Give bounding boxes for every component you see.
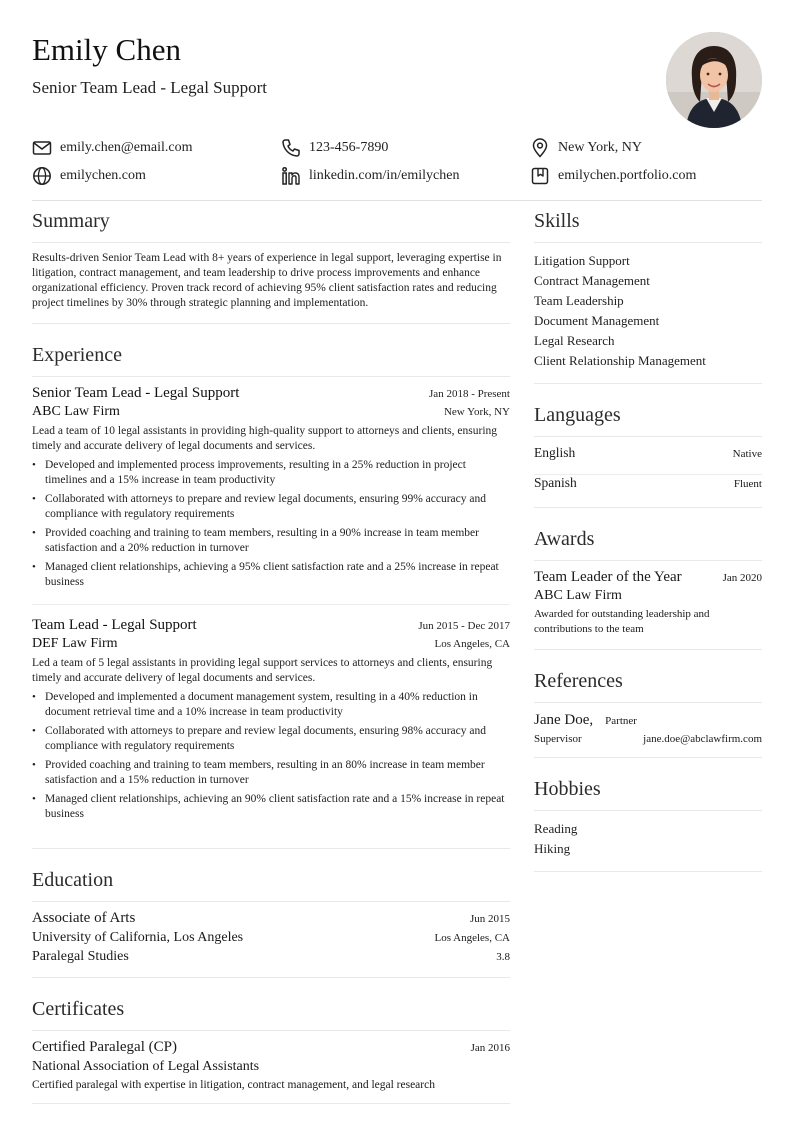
linkedin-icon xyxy=(281,166,301,186)
job-description: Lead a team of 10 legal assistants in providing high-quality support to attorneys and clients, ensuring timely and accurate delivery of legal documents and services. xyxy=(32,425,498,452)
certificate-date: Jan 2016 xyxy=(470,1042,510,1054)
linkedin-text[interactable]: linkedin.com/in/emilychen xyxy=(309,168,460,183)
job-company: ABC Law Firm xyxy=(32,404,120,419)
education-date: Jun 2015 xyxy=(469,913,510,925)
award-description: Awarded for outstanding leadership and contributions to the team xyxy=(534,608,710,635)
award-organization: ABC Law Firm xyxy=(534,588,622,603)
certificate-issuer: National Association of Legal Assistants xyxy=(32,1059,260,1074)
phone-contact[interactable] xyxy=(281,138,530,158)
certificate-description: Certified paralegal with expertise in litigation, contract management, and legal research xyxy=(32,1079,435,1091)
language-item xyxy=(534,445,762,474)
job-role: Team Lead - Legal Support xyxy=(32,617,197,633)
bullet-item: • Developed and implemented process improvements, resulting in a 25% reduction in project timelines and a 15% increase in team productivity xyxy=(32,458,510,488)
map-pin-icon xyxy=(530,138,550,158)
skill-item: Litigation Support xyxy=(534,253,630,268)
section-heading: Hobbies xyxy=(534,776,762,811)
certificates-section xyxy=(32,996,510,1104)
job-company: DEF Law Firm xyxy=(32,636,118,651)
candidate-title: Senior Team Lead - Legal Support xyxy=(32,78,268,97)
experience-section xyxy=(32,342,510,849)
bullet-item: • Managed client relationships, achieving an 90% client satisfaction rate and a 15% increase in repeat business xyxy=(32,792,510,822)
sidebar-column xyxy=(534,208,762,890)
school-name: University of California, Los Angeles xyxy=(32,930,244,945)
website-contact[interactable] xyxy=(32,166,281,186)
hobby-item: Reading xyxy=(534,821,578,836)
job-location: Los Angeles, CA xyxy=(434,638,510,650)
phone-text[interactable]: 123-456-7890 xyxy=(309,140,389,155)
candidate-name: Emily Chen xyxy=(32,32,181,67)
job-date: Jan 2018 - Present xyxy=(429,388,510,400)
award-name: Team Leader of the Year xyxy=(534,569,682,585)
section-heading: Languages xyxy=(534,402,762,437)
gpa: 3.8 xyxy=(496,951,510,963)
degree-name: Associate of Arts xyxy=(32,910,136,926)
section-heading: Experience xyxy=(32,342,510,377)
bullet-item: • Provided coaching and training to team members, resulting in a 90% increase in team member satisfaction and a 20% reduction in turnover xyxy=(32,526,510,556)
section-heading: References xyxy=(534,668,762,703)
section-heading: Summary xyxy=(32,208,510,243)
job-bullets xyxy=(32,690,510,822)
job-entry xyxy=(32,385,510,590)
linkedin-contact[interactable] xyxy=(281,166,530,186)
language-name: English xyxy=(534,445,576,460)
summary-section xyxy=(32,208,510,324)
skill-item: Document Management xyxy=(534,313,660,328)
hobby-item: Hiking xyxy=(534,841,571,856)
field-of-study: Paralegal Studies xyxy=(32,949,129,964)
contact-info xyxy=(32,134,762,190)
header-divider xyxy=(32,200,762,201)
certificate-name: Certified Paralegal (CP) xyxy=(32,1039,177,1055)
email-text[interactable]: emily.chen@email.com xyxy=(60,140,193,155)
bullet-item: • Developed and implemented a document management system, resulting in a 40% reduction in document retrieval time and a 10% increase in team productivity xyxy=(32,690,510,720)
website-text[interactable]: emilychen.com xyxy=(60,168,146,183)
bullet-item: • Collaborated with attorneys to prepare and review legal documents, ensuring 99% accuracy and compliance with regulatory requirements xyxy=(32,492,510,522)
skills-section xyxy=(534,208,762,384)
bullet-item: • Collaborated with attorneys to prepare and review legal documents, ensuring 98% accuracy and compliance with regulatory requirements xyxy=(32,724,510,754)
education-section xyxy=(32,867,510,978)
hobbies-section xyxy=(534,776,762,872)
section-heading: Education xyxy=(32,867,510,902)
section-heading: Awards xyxy=(534,526,762,561)
language-level: Fluent xyxy=(733,478,762,490)
reference-email[interactable]: jane.doe@abclawfirm.com xyxy=(643,733,762,745)
job-location: New York, NY xyxy=(443,406,510,418)
portfolio-contact[interactable] xyxy=(530,166,696,186)
portfolio-icon xyxy=(530,166,550,186)
profile-photo xyxy=(666,32,762,128)
reference-relation: Partner xyxy=(605,715,637,727)
language-level: Native xyxy=(732,448,762,460)
reference-name: Jane Doe, xyxy=(534,712,594,728)
language-item xyxy=(534,474,762,503)
section-heading: Skills xyxy=(534,208,762,243)
job-bullets xyxy=(32,458,510,590)
reference-role: Supervisor xyxy=(534,733,582,745)
section-heading: Certificates xyxy=(32,996,510,1031)
skill-item: Team Leadership xyxy=(534,293,624,308)
bullet-item: • Provided coaching and training to team members, resulting in an 80% increase in team member satisfaction and a 15% reduction in turnover xyxy=(32,758,510,788)
skill-item: Contract Management xyxy=(534,273,650,288)
job-description: Led a team of 5 legal assistants in providing legal support services to attorneys and clients, ensuring timely and accurate delivery of legal documents and services. xyxy=(32,657,493,684)
references-section xyxy=(534,668,762,758)
globe-icon xyxy=(32,166,52,186)
job-entry xyxy=(32,604,510,822)
languages-section xyxy=(534,402,762,508)
award-date: Jan 2020 xyxy=(722,572,762,584)
skill-item: Client Relationship Management xyxy=(534,353,706,368)
bullet-item: • Managed client relationships, achieving a 95% client satisfaction rate and a 25% increase in repeat business xyxy=(32,560,510,590)
summary-text: Results-driven Senior Team Lead with 8+ years of experience in legal support, leveraging expertise in litigation, contract management, and team leadership to drive process improvements and enhance organizational efficiency. Proven track record of achieving 95% client satisfaction rates and reducing project timelines by 30% through strategic planning and implementation. xyxy=(32,252,502,309)
mail-icon xyxy=(32,138,52,158)
awards-section xyxy=(534,526,762,650)
resume-header xyxy=(32,30,762,130)
location-text: New York, NY xyxy=(558,140,643,155)
main-column xyxy=(32,208,510,1122)
job-date: Jun 2015 - Dec 2017 xyxy=(418,620,510,632)
phone-icon xyxy=(281,138,301,158)
skill-item: Legal Research xyxy=(534,333,615,348)
email-contact[interactable] xyxy=(32,138,281,158)
location-contact xyxy=(530,138,642,158)
language-name: Spanish xyxy=(534,475,577,490)
portfolio-text[interactable]: emilychen.portfolio.com xyxy=(558,168,697,183)
job-role: Senior Team Lead - Legal Support xyxy=(32,385,240,401)
school-location: Los Angeles, CA xyxy=(434,932,510,944)
